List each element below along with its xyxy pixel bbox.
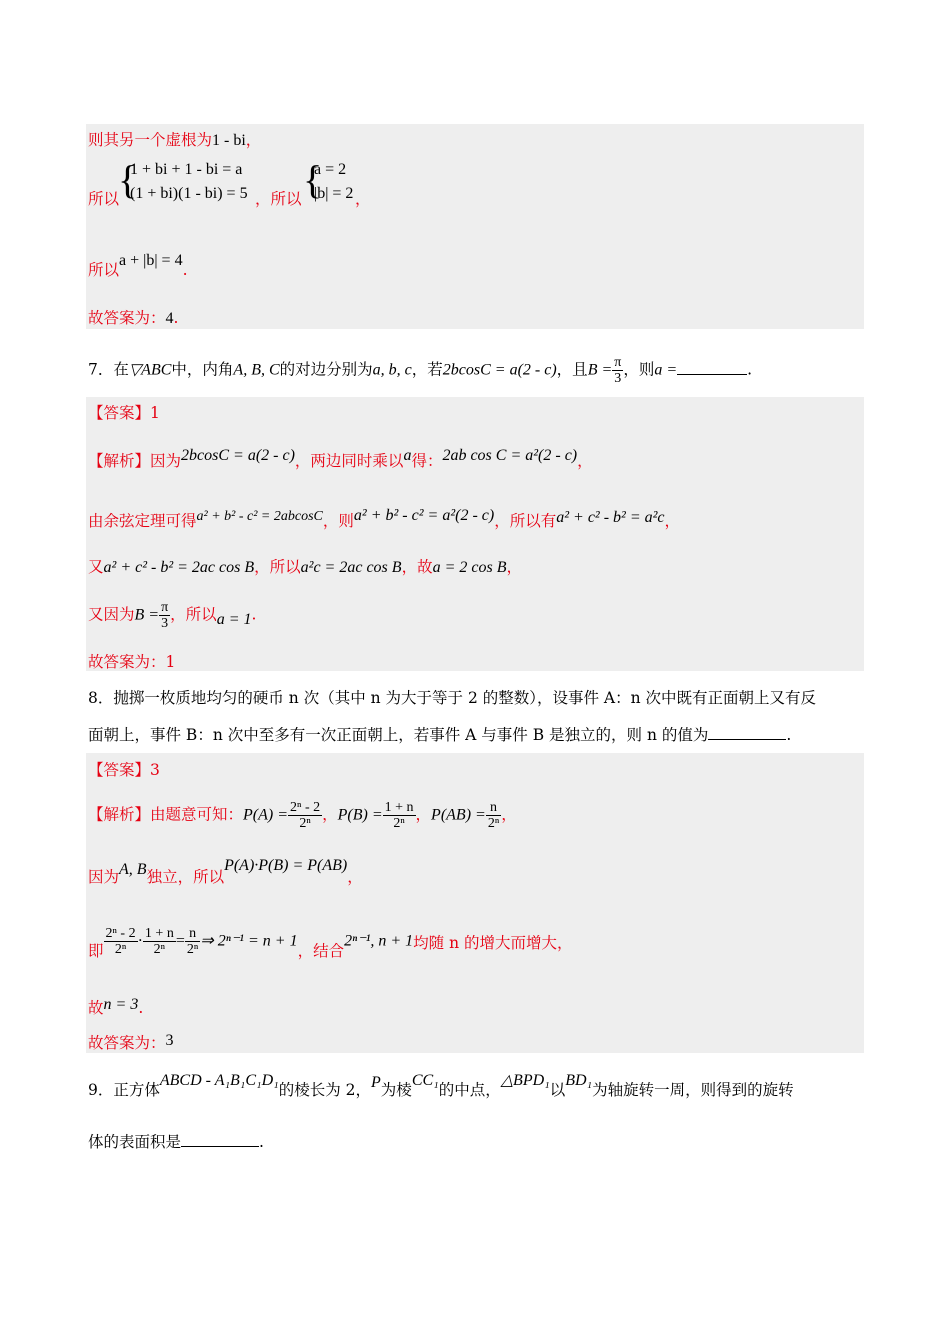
- question-9-line1: 9．正方体ABCD - A₁B₁C₁D₁的棱长为 2，P为棱CC₁的中点，△BPD₁以BD₁为轴旋转一周，则得到的旋转: [88, 1072, 794, 1099]
- sol6-answer: 故答案为：4.: [88, 309, 179, 327]
- fraction-2: $\frac{1 + n}{\text{2ⁿ}}$: [144, 926, 174, 957]
- fraction-pab: $\frac{n}{\text{2ⁿ}}$: [487, 800, 500, 831]
- system-brace-1: {: [118, 157, 138, 202]
- fraction-pa: $\frac{\text{2ⁿ - 2}}{\text{2ⁿ}}$: [290, 800, 321, 831]
- question-7: 7．在▽ABC中，内角A, B, C的对边分别为a, b, c，若2bcosC = a(2 - c)，且B = $\frac{\pi}{3}$ ，则a = .: [88, 355, 753, 386]
- sol8-row1: 【解析】由题意可知：P(A) = $\frac{\text{2ⁿ - 2}}{\text{2ⁿ}}$ ，P(B) = $\frac{1 + n}{\text{2ⁿ}}$ ，P(AB) = $\frac{n}{\text{2ⁿ}}$ ，: [88, 800, 517, 831]
- sol7-row2: 由余弦定理可得a² + b² - c² = 2abcosC，则a² + b² - c² = a²(2 - c)，所以有a² + c² - b² = a²c，: [88, 507, 681, 530]
- sol6-mid-text: ，所以: [255, 190, 302, 208]
- sol7-row1: 【解析】因为2bcosC = a(2 - c)，两边同时乘以a得：2ab cos C = a²(2 - c)，: [88, 447, 593, 470]
- question-8-line1: 8．抛掷一枚质地均匀的硬币 n 次（其中 n 为大于等于 2 的整数），设事件 A：n 次中既有正面朝上又有反: [88, 689, 817, 707]
- fraction-pb: $\frac{1 + n}{\text{2ⁿ}}$: [384, 800, 414, 831]
- system-brace-2: {: [303, 157, 323, 202]
- sol7-row4: 又因为B = $\frac{\pi}{3}$ ，所以a = 1.: [88, 600, 257, 631]
- fraction-pi-over-3: $\frac{\pi}{3}$: [161, 600, 169, 631]
- sol7-answer: 【答案】1: [88, 404, 160, 422]
- sol6-line3: 所以a + |b| = 4.: [88, 252, 188, 279]
- sol8-final-answer: 故答案为：3: [88, 1032, 174, 1052]
- sol8-row3: 即 $\frac{\text{2ⁿ - 2}}{\text{2ⁿ}}$ · $\frac{1 + n}{\text{2ⁿ}}$ = $\frac{n}{\text{2ⁿ}}$ ⇒ 2ⁿ⁻¹ = n + 1，结合2ⁿ⁻¹, n + 1均随 n 的增大而增大，: [88, 926, 573, 960]
- sol7-final-answer: 故答案为：1: [88, 653, 176, 671]
- sol8-answer: 【答案】3: [88, 761, 160, 779]
- solution-block-q6: [86, 124, 864, 329]
- answer-blank-q9: [181, 1134, 259, 1147]
- answer-blank-q7: [677, 362, 747, 375]
- sol6-mid-end: ，: [355, 190, 371, 208]
- fraction-1: $\frac{\text{2ⁿ - 2}}{\text{2ⁿ}}$: [105, 926, 136, 957]
- fraction-pi-over-3: $\frac{\pi}{3}$: [614, 355, 622, 386]
- sol7-row3: 又a² + c² - b² = 2ac cos B，所以a²c = 2ac cos B，故a = 2 cos B，: [88, 558, 522, 576]
- sol6-line1: 则其另一个虚根为1 - bi，: [88, 131, 262, 149]
- sol8-row2: 因为A, B独立，所以P(A)·P(B) = P(AB)，: [88, 857, 363, 886]
- solution-block-q8: [86, 753, 864, 1053]
- system-equations-2: a = 2 |b| = 2: [314, 161, 354, 202]
- answer-blank-q8: [708, 727, 786, 740]
- system-equations-1: 1 + bi + 1 - bi = a (1 + bi)(1 - bi) = 5: [130, 161, 248, 202]
- fraction-3: $\frac{n}{\text{2ⁿ}}$: [186, 926, 199, 957]
- sol6-so-label: 所以: [88, 190, 120, 208]
- question-9-line2: 体的表面积是 .: [88, 1133, 264, 1151]
- sol8-row4: 故n = 3.: [88, 996, 144, 1017]
- question-8-line2: 面朝上，事件 B：n 次中至多有一次正面朝上，若事件 A 与事件 B 是独立的，则 n 的值为 .: [88, 726, 792, 744]
